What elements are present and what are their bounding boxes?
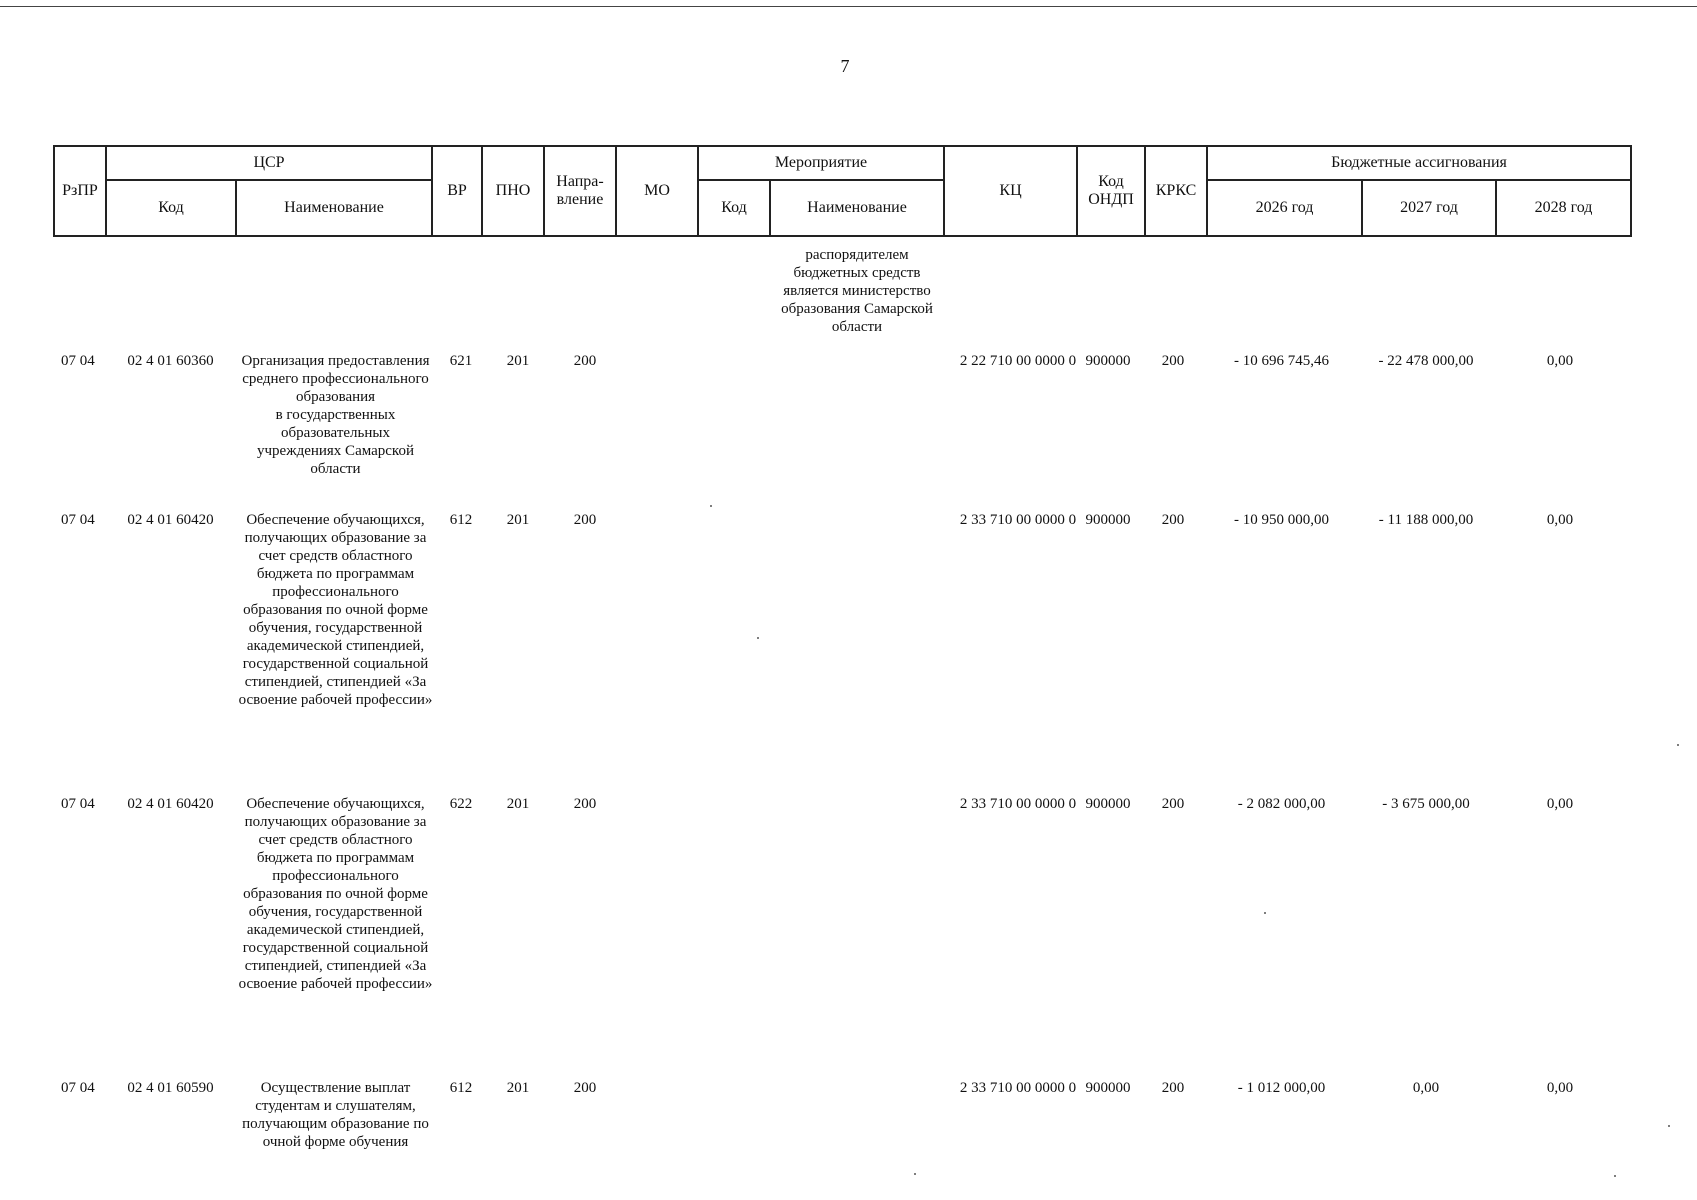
scan-speck — [710, 505, 712, 507]
cell-pno: 201 — [506, 353, 530, 369]
col-2026-header: 2026 год — [1207, 180, 1362, 236]
cell-rzpr: 07 04 — [61, 1080, 95, 1096]
col-rzpr-header: РзПР — [54, 146, 106, 236]
cell-csr-name: Организация предоставления среднего профессионального образования в государственных образовательных учреждениях Самарской области — [241, 353, 430, 477]
cell-2027: - 22 478 000,00 — [1378, 353, 1474, 369]
scan-speck — [757, 637, 759, 639]
continuation-text: распорядителем бюджетных средств является министерство образования Самарской области — [781, 247, 933, 335]
cell-krks: 200 — [1161, 353, 1185, 369]
cell-2026: - 10 950 000,00 — [1234, 512, 1329, 528]
cell-direction: 200 — [573, 353, 597, 369]
col-direction-header: Напра- вление — [544, 146, 616, 236]
cell-rzpr: 07 04 — [61, 796, 95, 812]
col-csr-name-header: Наименование — [236, 180, 432, 236]
cell-ondp: 900000 — [1085, 512, 1131, 528]
cell-csr-name: Осуществление выплат студентам и слушателям, получающим образование по очной форме обучения — [242, 1080, 429, 1150]
top-border-line — [0, 6, 1697, 7]
scan-speck — [1668, 1125, 1670, 1127]
cell-kc: 2 22 710 00 0000 0 — [959, 353, 1077, 369]
col-event-header: Мероприятие — [698, 146, 944, 180]
cell-krks: 200 — [1161, 796, 1185, 812]
col-csr-kod-header: Код — [106, 180, 236, 236]
cell-vr: 621 — [449, 353, 473, 369]
cell-csr-kod: 02 4 01 60420 — [127, 512, 214, 528]
cell-csr-name: Обеспечение обучающихся, получающих образование за счет средств областного бюджета по программам профессионального образования по очной форме обучения, государственной академической стипендией, государственной социальной стипендией, стипендией «За освоение рабочей профессии» — [238, 796, 433, 992]
cell-rzpr: 07 04 — [61, 512, 95, 528]
page-number: 7 — [840, 56, 850, 76]
col-vr-header: ВР — [432, 146, 482, 236]
cell-pno: 201 — [506, 512, 530, 528]
cell-2026: - 2 082 000,00 — [1237, 796, 1326, 812]
cell-vr: 612 — [449, 512, 473, 528]
cell-krks: 200 — [1161, 512, 1185, 528]
scan-speck — [1264, 912, 1266, 914]
cell-2027: - 11 188 000,00 — [1378, 512, 1474, 528]
cell-csr-kod: 02 4 01 60590 — [127, 1080, 214, 1096]
cell-direction: 200 — [573, 796, 597, 812]
cell-ondp: 900000 — [1085, 353, 1131, 369]
cell-kc: 2 33 710 00 0000 0 — [959, 796, 1077, 812]
cell-2028: 0,00 — [1546, 512, 1574, 528]
scan-speck — [1677, 744, 1679, 746]
col-pno-header: ПНО — [482, 146, 544, 236]
cell-rzpr: 07 04 — [61, 353, 95, 369]
cell-vr: 612 — [449, 1080, 473, 1096]
cell-ondp: 900000 — [1085, 1080, 1131, 1096]
cell-pno: 201 — [506, 796, 530, 812]
cell-vr: 622 — [449, 796, 473, 812]
cell-pno: 201 — [506, 1080, 530, 1096]
col-2028-header: 2028 год — [1496, 180, 1631, 236]
scan-speck — [1614, 1175, 1616, 1177]
cell-2028: 0,00 — [1546, 353, 1574, 369]
cell-csr-kod: 02 4 01 60420 — [127, 796, 214, 812]
col-2027-header: 2027 год — [1362, 180, 1496, 236]
cell-krks: 200 — [1161, 1080, 1185, 1096]
col-mo-header: МО — [616, 146, 698, 236]
col-kc-header: КЦ — [944, 146, 1077, 236]
cell-kc: 2 33 710 00 0000 0 — [959, 1080, 1077, 1096]
col-ondp-header: Код ОНДП — [1077, 146, 1145, 236]
cell-direction: 200 — [573, 512, 597, 528]
col-budget-header: Бюджетные ассигнования — [1207, 146, 1631, 180]
cell-2027: 0,00 — [1412, 1080, 1440, 1096]
table-header — [53, 145, 1632, 237]
col-event-name-header: Наименование — [770, 180, 944, 236]
cell-ondp: 900000 — [1085, 796, 1131, 812]
cell-2027: - 3 675 000,00 — [1382, 796, 1470, 812]
cell-2026: - 10 696 745,46 — [1234, 353, 1329, 369]
cell-csr-name: Обеспечение обучающихся, получающих образование за счет средств областного бюджета по программам профессионального образования по очной форме обучения, государственной академической стипендией, государственной социальной стипендией, стипендией «За освоение рабочей профессии» — [238, 512, 433, 708]
scan-speck — [914, 1173, 916, 1175]
cell-kc: 2 33 710 00 0000 0 — [959, 512, 1077, 528]
cell-csr-kod: 02 4 01 60360 — [127, 353, 214, 369]
cell-direction: 200 — [573, 1080, 597, 1096]
cell-2028: 0,00 — [1546, 796, 1574, 812]
col-event-kod-header: Код — [698, 180, 770, 236]
col-csr-header: ЦСР — [106, 146, 432, 180]
col-krks-header: КРКС — [1145, 146, 1207, 236]
cell-2026: - 1 012 000,00 — [1237, 1080, 1326, 1096]
cell-2028: 0,00 — [1546, 1080, 1574, 1096]
